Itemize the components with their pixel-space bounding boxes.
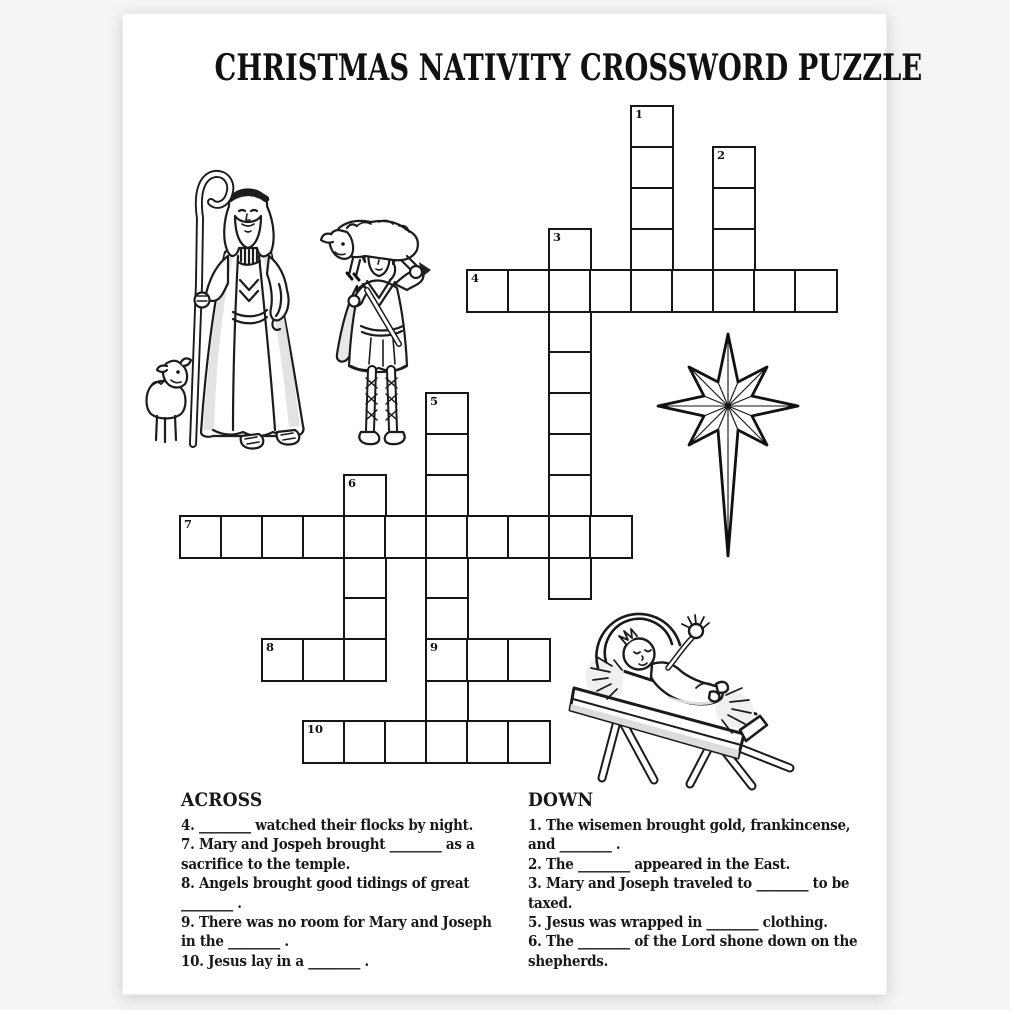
grid-cell[interactable] [712,187,756,231]
grid-cell[interactable] [712,146,756,190]
grid-cell[interactable] [507,638,551,682]
grid-cell[interactable] [589,269,633,313]
grid-cell[interactable] [548,392,592,436]
grid-cell[interactable] [466,515,510,559]
grid-clue-number: 6 [348,476,357,490]
grid-cell[interactable] [261,638,305,682]
grid-cell[interactable] [630,105,674,149]
grid-clue-number: 1 [635,107,644,121]
grid-cell[interactable] [343,720,387,764]
grid-cell[interactable] [220,515,264,559]
grid-clue-number: 7 [184,517,193,531]
grid-cell[interactable] [425,474,469,518]
grid-cell[interactable] [466,269,510,313]
grid-clue-number: 2 [717,148,726,162]
grid-cell[interactable] [343,515,387,559]
grid-cell[interactable] [343,474,387,518]
grid-cell[interactable] [630,146,674,190]
grid-cell[interactable] [261,515,305,559]
grid-cell[interactable] [302,720,346,764]
grid-clue-number: 9 [430,640,439,654]
grid-cell[interactable] [630,187,674,231]
grid-clue-number: 10 [307,722,324,736]
grid-clue-number: 4 [471,271,480,285]
clue-item: 9. There was no room for Mary and Joseph in the ________ . [181,913,492,951]
grid-cell[interactable] [466,720,510,764]
grid-cell[interactable] [548,474,592,518]
clue-item: 1. The wisemen brought gold, frankincense, and ________ . [528,816,851,854]
down-clue-list [528,816,872,971]
grid-clue-number: 5 [430,394,439,408]
grid-cell[interactable] [507,269,551,313]
baby-jesus-manger-illustration [568,592,803,797]
clue-item: 6. The ________ of the Lord shone down on the shepherds. [528,932,858,970]
grid-cell[interactable] [425,597,469,641]
grid-cell[interactable] [548,351,592,395]
down-header: DOWN [528,789,594,811]
clue-item: 3. Mary and Joseph traveled to ________ to be taxed. [528,874,850,912]
grid-cell[interactable] [425,720,469,764]
grid-cell[interactable] [425,679,469,723]
clue-item: 7. Mary and Jospeh brought ________ as a sacrifice to the temple. [181,835,475,873]
clue-item: 5. Jesus was wrapped in ________ clothing. [528,913,828,932]
grid-cell[interactable] [425,556,469,600]
grid-cell[interactable] [548,515,592,559]
grid-cell[interactable] [384,515,428,559]
worksheet-page [122,13,923,995]
grid-cell[interactable] [425,638,469,682]
grid-cell[interactable] [712,269,756,313]
grid-cell[interactable] [384,720,428,764]
across-clues-section [181,789,507,971]
grid-cell[interactable] [302,515,346,559]
grid-clue-number: 8 [266,640,275,654]
grid-cell[interactable] [794,269,838,313]
clue-item: 2. The ________ appeared in the East. [528,854,791,873]
clue-item: 8. Angels brought good tidings of great ________ . [181,874,470,912]
star-of-bethlehem-illustration [651,331,801,561]
grid-cell[interactable] [548,228,592,272]
grid-cell[interactable] [179,515,223,559]
grid-cell[interactable] [548,433,592,477]
grid-cell[interactable] [343,597,387,641]
clue-item: 10. Jesus lay in a ________ . [181,951,369,970]
grid-cell[interactable] [548,269,592,313]
grid-cell[interactable] [466,638,510,682]
grid-cell[interactable] [343,556,387,600]
grid-clue-number: 3 [553,230,562,244]
grid-cell[interactable] [630,269,674,313]
grid-cell[interactable] [589,515,633,559]
shepherds-illustration [143,164,443,464]
page-title: CHRISTMAS NATIVITY CROSSWORD PUZZLE [214,47,923,89]
down-clues-section [528,789,872,971]
grid-cell[interactable] [548,310,592,354]
grid-cell[interactable] [507,720,551,764]
grid-cell[interactable] [712,228,756,272]
grid-cell[interactable] [630,228,674,272]
across-clue-list [181,816,507,971]
clue-item: 4. ________ watched their flocks by night. [181,816,474,834]
across-header: ACROSS [181,789,263,811]
grid-cell[interactable] [671,269,715,313]
grid-cell[interactable] [507,515,551,559]
grid-cell[interactable] [343,638,387,682]
grid-cell[interactable] [425,515,469,559]
grid-cell[interactable] [753,269,797,313]
grid-cell[interactable] [302,638,346,682]
